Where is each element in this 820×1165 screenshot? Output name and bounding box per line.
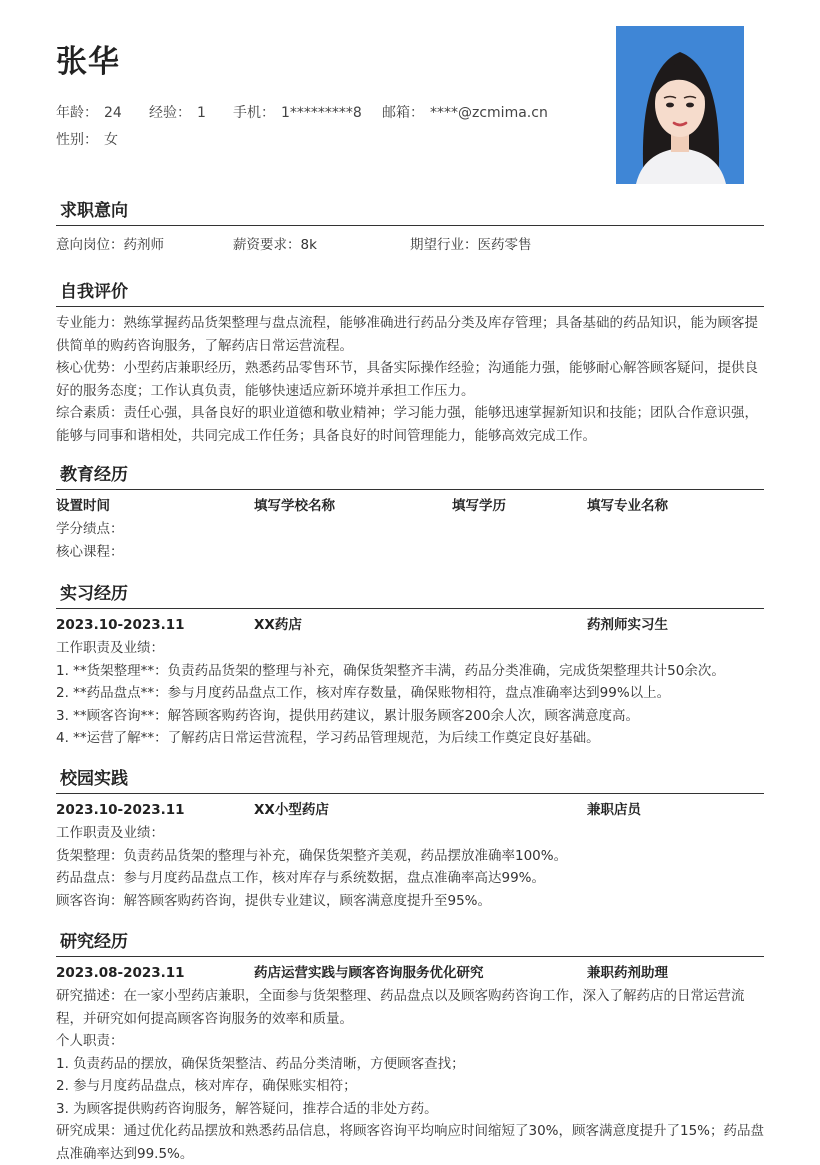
research-description: 研究描述：在一家小型药店兼职，全面参与货架整理、药品盘点以及顾客购药咨询工作，深入了解药店的日常运营流程，并研究如何提高顾客咨询服务的效率和质量。 xyxy=(56,988,745,1027)
research-title: 研究经历 xyxy=(56,930,764,957)
research-section xyxy=(56,930,764,1165)
candidate-name: 张华 xyxy=(56,44,120,80)
internship-header-row xyxy=(56,614,764,637)
internship-role: 药剂师实习生 xyxy=(587,617,668,633)
self-evaluation-paragraph: 核心优势：小型药店兼职经历，熟悉药品零售环节，具备实际操作经验；沟通能力强，能够耐心解答顾客疑问，提供良好的服务态度；工作认真负责，能够快速适应新环境并承担工作压力。 xyxy=(56,360,758,399)
profile-photo xyxy=(616,26,744,184)
education-header-row xyxy=(56,495,764,518)
internship-line: 1. **货架整理**：负责药品货架的整理与补充，确保货架整齐丰满，药品分类准确，完成货架整理共计50余次。 xyxy=(56,662,725,679)
research-line: 个人职责： xyxy=(56,1033,124,1049)
research-time: 2023.08-2023.11 xyxy=(56,965,185,981)
campus-line: 顾客咨询：解答顾客购药咨询，提供专业建议，顾客满意度提升至95%。 xyxy=(56,892,492,909)
education-major: 填写专业名称 xyxy=(587,498,668,514)
education-courses: 核心课程： xyxy=(56,543,124,560)
intent-position: 意向岗位：药剂师 xyxy=(56,237,164,253)
gender-label: 性别： xyxy=(56,132,98,148)
campus-line: 货架整理：负责药品货架的整理与补充，确保货架整齐美观，药品摆放准确率100%。 xyxy=(56,847,568,864)
internship-section xyxy=(56,582,764,750)
internship-line: 2. **药品盘点**：参与月度药品盘点工作，核对库存数量，确保账物相符，盘点准确率达到99%以上。 xyxy=(56,685,671,701)
campus-line: 药品盘点：参与月度药品盘点工作，核对库存与系统数据，盘点准确率高达99%。 xyxy=(56,870,546,886)
education-time: 设置时间 xyxy=(56,498,110,514)
job-intent-row xyxy=(56,234,764,257)
research-topic: 药店运营实践与顾客咨询服务优化研究 xyxy=(254,965,484,981)
education-section xyxy=(56,463,764,563)
education-title: 教育经历 xyxy=(56,463,764,490)
age-value: 24 xyxy=(104,105,122,121)
phone-value: 1*********8 xyxy=(281,105,362,121)
campus-time: 2023.10-2023.11 xyxy=(56,802,185,818)
campus-org: XX小型药店 xyxy=(254,802,329,818)
job-intent-section xyxy=(56,199,764,257)
campus-practice-title: 校园实践 xyxy=(56,767,764,794)
research-line: 3. 为顾客提供购药咨询服务，解答疑问，推荐合适的非处方药。 xyxy=(56,1100,438,1117)
campus-header-row xyxy=(56,799,764,822)
education-gpa: 学分绩点： xyxy=(56,521,124,537)
research-line: 2. 参与月度药品盘点，核对库存，确保账实相符； xyxy=(56,1078,357,1094)
self-evaluation-paragraph: 综合素质：责任心强，具备良好的职业道德和敬业精神；学习能力强，能够迅速掌握新知识和技能；团队合作意识强，能够与同事和谐相处，共同完成工作任务；具备良好的时间管理能力，能够高效完成工作。 xyxy=(56,405,758,444)
job-intent-title: 求职意向 xyxy=(56,199,764,226)
internship-title: 实习经历 xyxy=(56,582,764,609)
campus-role: 兼职店员 xyxy=(587,802,641,818)
research-role: 兼职药剂助理 xyxy=(587,965,668,981)
research-line: 1. 负责药品的摆放，确保货架整洁、药品分类清晰，方便顾客查找； xyxy=(56,1055,465,1072)
phone-label: 手机： xyxy=(233,105,275,121)
internship-org: XX药店 xyxy=(254,617,302,633)
intent-salary: 薪资要求：8k xyxy=(233,237,317,253)
self-evaluation-title: 自我评价 xyxy=(56,280,764,307)
experience-label: 经验： xyxy=(149,105,191,121)
experience-field xyxy=(149,102,233,122)
internship-line: 4. **运营了解**：了解药店日常运营流程，学习药品管理规范，为后续工作奠定良好基础。 xyxy=(56,730,600,746)
internship-line: 工作职责及业绩： xyxy=(56,640,164,656)
info-row-1 xyxy=(56,102,548,122)
research-result: 研究成果：通过优化药品摆放和熟悉药品信息，将顾客咨询平均响应时间缩短了30%，顾客满意度提升了15%；药品盘点准确率达到99.5%。 xyxy=(56,1123,765,1162)
experience-value: 1 xyxy=(197,105,206,121)
gender-value: 女 xyxy=(104,132,118,148)
phone-field xyxy=(233,102,382,122)
intent-industry: 期望行业：医药零售 xyxy=(410,237,532,253)
campus-line: 工作职责及业绩： xyxy=(56,825,164,841)
education-degree: 填写学历 xyxy=(452,498,506,514)
education-school: 填写学校名称 xyxy=(254,498,335,514)
email-value: ****@zcmima.cn xyxy=(430,105,548,121)
email-label: 邮箱： xyxy=(382,105,424,121)
info-row-2 xyxy=(56,129,118,149)
age-field xyxy=(56,102,149,122)
internship-time: 2023.10-2023.11 xyxy=(56,617,185,633)
email-field xyxy=(382,102,548,122)
self-evaluation-paragraph: 专业能力：熟练掌握药品货架整理与盘点流程，能够准确进行药品分类及库存管理；具备基础的药品知识，能为顾客提供简单的购药咨询服务，了解药店日常运营流程。 xyxy=(56,315,758,354)
internship-line: 3. **顾客咨询**：解答顾客购药咨询，提供用药建议，累计服务顾客200余人次，顾客满意度高。 xyxy=(56,707,639,724)
research-header-row xyxy=(56,962,764,985)
self-evaluation-section xyxy=(56,280,764,447)
age-label: 年龄： xyxy=(56,105,98,121)
campus-practice-section xyxy=(56,767,764,912)
